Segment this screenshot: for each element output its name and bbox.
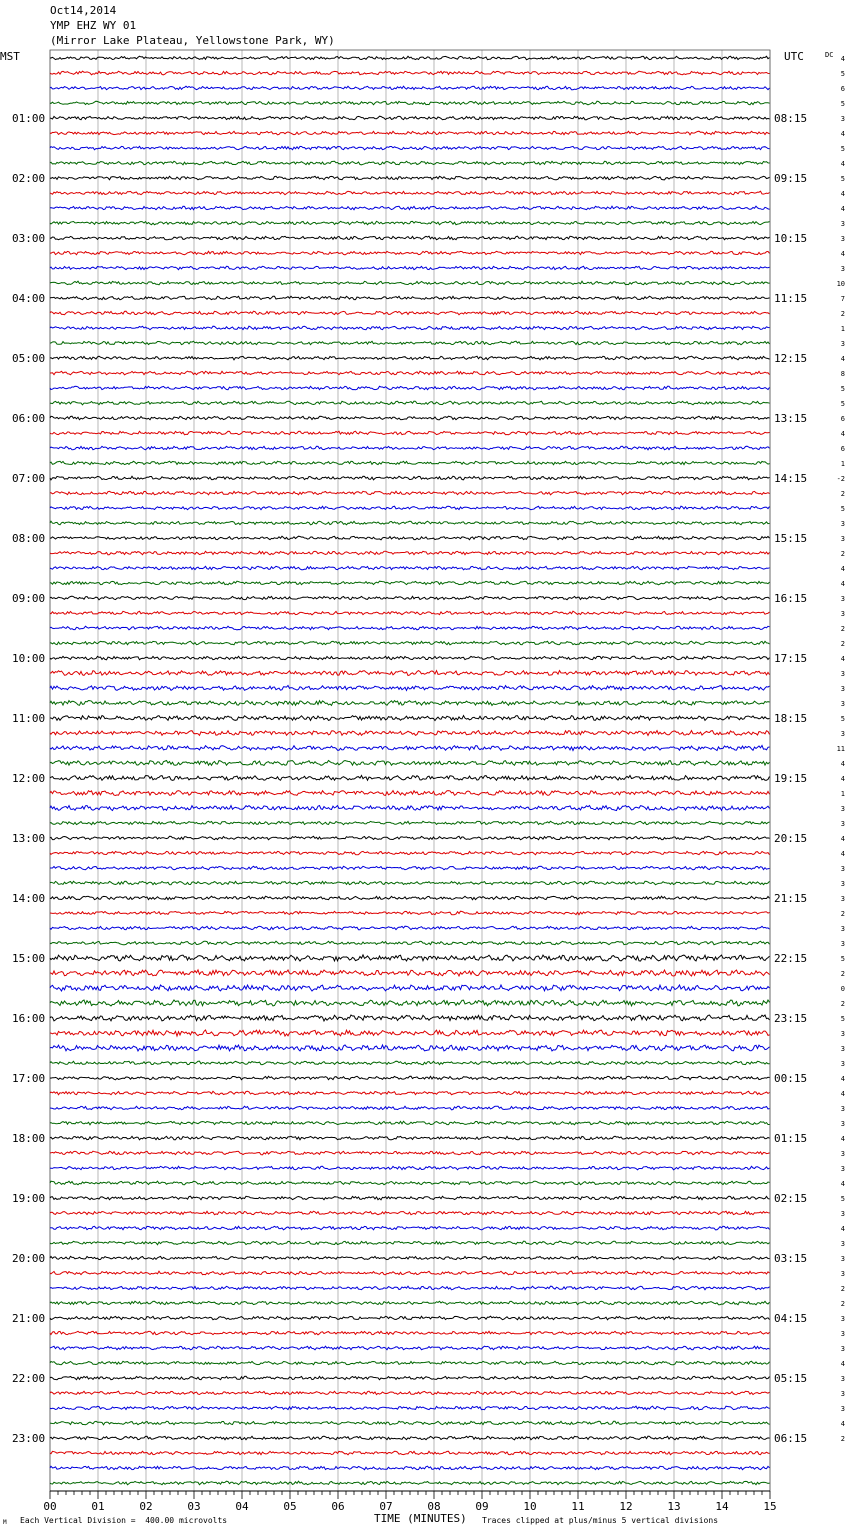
dc-offset-value: 4 [840,190,845,198]
dc-offset-value: 11 [836,745,845,753]
x-tick-label: 07 [379,1500,393,1513]
mst-hour-label: 14:00 [12,892,46,905]
mst-hour-label: 10:00 [12,652,46,665]
trace-row-71 [50,1106,770,1110]
trace-row-95 [50,1466,770,1470]
trace-row-42 [50,671,770,676]
trace-row-33 [50,536,770,540]
dc-offset-value: 2 [840,1300,845,1308]
utc-hour-label: 00:15 [774,1072,808,1085]
trace-row-20 [50,341,770,345]
dc-offset-value: 7 [840,295,845,303]
trace-row-82 [50,1271,770,1275]
dc-offset-value: 3 [840,820,845,828]
x-tick-label: 05 [283,1500,297,1513]
mst-hour-label: 05:00 [12,352,46,365]
dc-offset-value: 2 [840,1000,845,1008]
x-tick-label: 01 [91,1500,105,1513]
clip-note: Traces clipped at plus/minus 5 vertical divisions [482,1516,719,1525]
trace-row-2 [50,71,770,75]
utc-hour-label: 17:15 [774,652,808,665]
dc-offset-value: 2 [840,910,845,918]
trace-row-67 [50,1045,770,1051]
trace-row-54 [50,851,770,854]
trace-row-34 [50,551,770,555]
utc-hour-label: 12:15 [774,352,808,365]
station-code: YMP EHZ WY 01 [50,19,137,32]
dc-offset-value: 6 [840,445,845,453]
plot-frame [50,50,770,1491]
trace-row-41 [50,656,770,660]
mst-hour-label: 21:00 [12,1312,46,1325]
trace-row-70 [50,1091,770,1095]
dc-offset-value: 1 [840,460,845,468]
dc-offset-value: 3 [840,115,845,123]
dc-offset-value: 3 [840,670,845,678]
dc-offset-value: 3 [840,535,845,543]
trace-row-45 [50,716,770,721]
dc-offset-value: 4 [840,655,845,663]
dc-offset-value: 3 [840,880,845,888]
dc-offset-value: 3 [840,340,845,348]
plot-date: Oct14,2014 [50,4,117,17]
dc-offset-value: 3 [840,610,845,618]
dc-offset-value: 5 [840,400,845,408]
utc-hour-label: 16:15 [774,592,808,605]
x-axis-title: TIME (MINUTES) [374,1512,467,1525]
trace-row-56 [50,881,770,885]
trace-row-39 [50,626,770,630]
dc-offset-value: 3 [840,700,845,708]
dc-offset-value: 3 [840,1240,845,1248]
dc-offset-value: 2 [840,550,845,558]
mst-hour-label: 01:00 [12,112,46,125]
trace-row-75 [50,1166,770,1170]
dc-offset-value: 4 [840,1180,845,1188]
trace-row-31 [50,506,770,510]
x-tick-label: 02 [139,1500,153,1513]
dc-offset-value: 1 [840,325,845,333]
trace-row-9 [50,176,770,180]
dc-offset-value: 3 [840,1405,845,1413]
x-tick-label: 00 [43,1500,57,1513]
dc-offset-value: 5 [840,70,845,78]
trace-row-72 [50,1121,770,1125]
mst-hour-label: 16:00 [12,1012,46,1025]
dc-offset-value: 4 [840,760,845,768]
mst-hour-label: 15:00 [12,952,46,965]
scale-note: Each Vertical Division = 400.00 microvolts [20,1516,228,1525]
trace-row-59 [50,926,770,930]
x-tick-label: 08 [427,1500,441,1513]
trace-row-79 [50,1226,770,1230]
x-tick-label: 09 [475,1500,489,1513]
dc-offset-value: 4 [840,850,845,858]
utc-hour-label: 22:15 [774,952,808,965]
trace-row-37 [50,596,770,600]
trace-row-63 [50,985,770,991]
x-tick-label: 10 [523,1500,537,1513]
mst-hour-label: 03:00 [12,232,46,245]
dc-offset-value: 3 [840,685,845,693]
utc-hour-label: 09:15 [774,172,808,185]
dc-offset-value: 10 [836,280,845,288]
dc-offset-value: 4 [840,835,845,843]
seismic-traces [50,56,770,1485]
dc-offset-value: 3 [840,1255,845,1263]
trace-row-81 [50,1256,770,1259]
dc-offset-value: 2 [840,310,845,318]
x-tick-label: 13 [667,1500,681,1513]
trace-row-49 [50,776,770,781]
utc-hour-label: 15:15 [774,532,808,545]
trace-row-53 [50,836,770,840]
x-tick-label: 03 [187,1500,201,1513]
dc-offset-value: 3 [840,520,845,528]
trace-row-94 [50,1451,770,1455]
dc-offset-value: 4 [840,775,845,783]
utc-hour-label: 13:15 [774,412,808,425]
trace-row-66 [50,1030,770,1036]
utc-hour-label: 02:15 [774,1192,808,1205]
dc-offset-value: 4 [840,430,845,438]
trace-row-58 [50,911,770,915]
dc-offset-value: 2 [840,490,845,498]
dc-offset-value: 3 [840,730,845,738]
trace-row-16 [50,281,770,285]
utc-hour-label: 01:15 [774,1132,808,1145]
trace-row-19 [50,326,770,330]
dc-offset-value: -2 [836,475,845,483]
dc-offset-value: 4 [840,1090,845,1098]
dc-offset-value: 4 [840,160,845,168]
trace-row-50 [50,791,770,796]
dc-offset-value: 3 [840,235,845,243]
trace-row-92 [50,1421,770,1425]
trace-row-17 [50,296,770,300]
trace-row-23 [50,386,770,390]
dc-offset-value: 3 [840,265,845,273]
utc-hour-label: 23:15 [774,1012,808,1025]
dc-offset-value: 2 [840,1285,845,1293]
trace-row-15 [50,266,770,269]
trace-row-91 [50,1406,770,1410]
dc-offset-value: 3 [840,1105,845,1113]
trace-row-69 [50,1076,770,1080]
utc-hour-label: 03:15 [774,1252,808,1265]
dc-offset-value: 5 [840,1015,845,1023]
trace-row-21 [50,356,770,360]
trace-row-5 [50,116,770,120]
x-tick-label: 06 [331,1500,345,1513]
trace-row-89 [50,1376,770,1379]
trace-row-25 [50,416,770,420]
x-tick-label: 14 [715,1500,729,1513]
dc-offset-value: 3 [840,1045,845,1053]
trace-row-78 [50,1211,770,1215]
utc-hour-label: 08:15 [774,112,808,125]
trace-row-86 [50,1331,770,1335]
dc-offset-value: 5 [840,1195,845,1203]
dc-offset-value: 5 [840,100,845,108]
trace-row-30 [50,491,770,495]
mst-hour-label: 20:00 [12,1252,46,1265]
time-axis [43,1491,776,1513]
mst-hour-label: 08:00 [12,532,46,545]
dc-offset-value: 4 [840,1075,845,1083]
x-tick-label: 12 [619,1500,633,1513]
corner-mark: M [3,1519,7,1526]
trace-row-29 [50,476,770,480]
left-axis-label: MST [0,50,20,63]
trace-row-7 [50,146,770,150]
trace-row-61 [50,955,770,961]
dc-offset-value: 4 [840,1420,845,1428]
trace-row-1 [50,56,770,60]
x-tick-label: 04 [235,1500,249,1513]
dc-offset-value: 3 [840,925,845,933]
trace-row-22 [50,371,770,375]
mst-hour-label: 23:00 [12,1432,46,1445]
utc-hour-label: 19:15 [774,772,808,785]
mst-hour-label: 12:00 [12,772,46,785]
dc-offset-value: 3 [840,1030,845,1038]
trace-row-13 [50,236,770,240]
dc-offset-value: 4 [840,1135,845,1143]
trace-row-77 [50,1196,770,1200]
mst-hour-label: 07:00 [12,472,46,485]
dc-offset-value: 2 [840,640,845,648]
dc-offset-value: 4 [840,355,845,363]
mst-hour-label: 18:00 [12,1132,46,1145]
mst-hour-label: 19:00 [12,1192,46,1205]
right-hour-labels [774,112,807,1445]
dc-offset-value: 1 [840,790,845,798]
trace-row-93 [50,1436,770,1440]
dc-offset-value: 5 [840,505,845,513]
mst-hour-label: 04:00 [12,292,46,305]
dc-offset-value: 3 [840,805,845,813]
trace-row-24 [50,401,770,405]
dc-offset-value: 3 [840,895,845,903]
trace-row-38 [50,611,770,615]
dc-offset-value: 3 [840,1210,845,1218]
utc-hour-label: 18:15 [774,712,808,725]
dc-offset-value: 4 [840,55,845,63]
station-location: (Mirror Lake Plateau, Yellowstone Park, WY) [50,34,335,47]
dc-offset-value: 6 [840,85,845,93]
mst-hour-label: 13:00 [12,832,46,845]
trace-row-18 [50,311,770,315]
trace-row-74 [50,1151,770,1155]
utc-hour-label: 20:15 [774,832,808,845]
dc-offset-value: 4 [840,580,845,588]
mst-hour-label: 11:00 [12,712,46,725]
dc-offset-value: 2 [840,1435,845,1443]
trace-row-46 [50,731,770,736]
trace-row-51 [50,806,770,811]
dc-offset-value: 2 [840,625,845,633]
trace-row-65 [50,1015,770,1021]
trace-row-88 [50,1361,770,1365]
trace-row-44 [50,701,770,706]
trace-row-80 [50,1241,770,1245]
trace-row-28 [50,461,770,465]
trace-row-60 [50,941,770,945]
right-axis-label: UTC [784,50,804,63]
dc-offset-value: 3 [840,1060,845,1068]
dc-offset-value: 3 [840,1375,845,1383]
trace-row-96 [50,1481,770,1485]
trace-row-55 [50,866,770,870]
dc-column-label: DC [825,51,834,59]
trace-row-8 [50,161,770,165]
trace-row-52 [50,821,770,824]
dc-offset-value: 3 [840,1150,845,1158]
dc-offset-value: 4 [840,130,845,138]
utc-hour-label: 11:15 [774,292,808,305]
trace-row-68 [50,1061,770,1065]
dc-offset-value: 5 [840,715,845,723]
trace-row-84 [50,1301,770,1305]
trace-row-27 [50,446,770,450]
trace-row-4 [50,101,770,105]
dc-offset-value: 5 [840,175,845,183]
dc-offset-value: 8 [840,370,845,378]
dc-offset-value: 3 [840,1120,845,1128]
dc-offset-value: 5 [840,385,845,393]
utc-hour-label: 14:15 [774,472,808,485]
dc-offset-value: 3 [840,595,845,603]
trace-row-3 [50,86,770,90]
trace-row-40 [50,641,770,645]
dc-offset-labels [837,55,845,1443]
trace-row-87 [50,1346,770,1350]
dc-offset-value: 3 [840,1270,845,1278]
trace-row-76 [50,1181,770,1185]
dc-offset-value: 3 [840,1345,845,1353]
mst-hour-label: 22:00 [12,1372,46,1385]
utc-hour-label: 21:15 [774,892,808,905]
trace-row-12 [50,221,770,225]
utc-hour-label: 04:15 [774,1312,808,1325]
mst-hour-label: 09:00 [12,592,46,605]
x-tick-label: 11 [571,1500,585,1513]
dc-offset-value: 5 [840,955,845,963]
trace-row-35 [50,566,770,570]
trace-row-11 [50,206,770,210]
dc-offset-value: 3 [840,1390,845,1398]
utc-hour-label: 05:15 [774,1372,808,1385]
trace-row-36 [50,581,770,585]
trace-row-48 [50,761,770,766]
dc-offset-value: 3 [840,865,845,873]
trace-row-90 [50,1391,770,1395]
mst-hour-label: 02:00 [12,172,46,185]
trace-row-85 [50,1316,770,1320]
dc-offset-value: 3 [840,940,845,948]
utc-hour-label: 06:15 [774,1432,808,1445]
trace-row-14 [50,251,770,255]
trace-row-64 [50,1000,770,1006]
x-tick-label: 15 [763,1500,777,1513]
dc-offset-value: 2 [840,970,845,978]
mst-hour-label: 06:00 [12,412,46,425]
left-hour-labels [12,112,45,1445]
trace-row-6 [50,131,770,135]
trace-row-32 [50,521,770,525]
trace-row-62 [50,970,770,976]
utc-hour-label: 10:15 [774,232,808,245]
dc-offset-value: 3 [840,1165,845,1173]
trace-row-83 [50,1286,770,1290]
dc-offset-value: 3 [840,1315,845,1323]
mst-hour-label: 17:00 [12,1072,46,1085]
dc-offset-value: 4 [840,1360,845,1368]
dc-offset-value: 4 [840,250,845,258]
dc-offset-value: 4 [840,1225,845,1233]
dc-offset-value: 3 [840,220,845,228]
dc-offset-value: 5 [840,145,845,153]
trace-row-10 [50,191,770,195]
dc-offset-value: 3 [840,1330,845,1338]
trace-row-73 [50,1136,770,1140]
trace-row-43 [50,686,770,691]
dc-offset-value: 4 [840,205,845,213]
trace-row-47 [50,746,770,751]
dc-offset-value: 0 [840,985,845,993]
trace-row-57 [50,896,770,900]
vertical-gridlines [50,50,770,1491]
dc-offset-value: 6 [840,415,845,423]
trace-row-26 [50,431,770,435]
dc-offset-value: 4 [840,565,845,573]
